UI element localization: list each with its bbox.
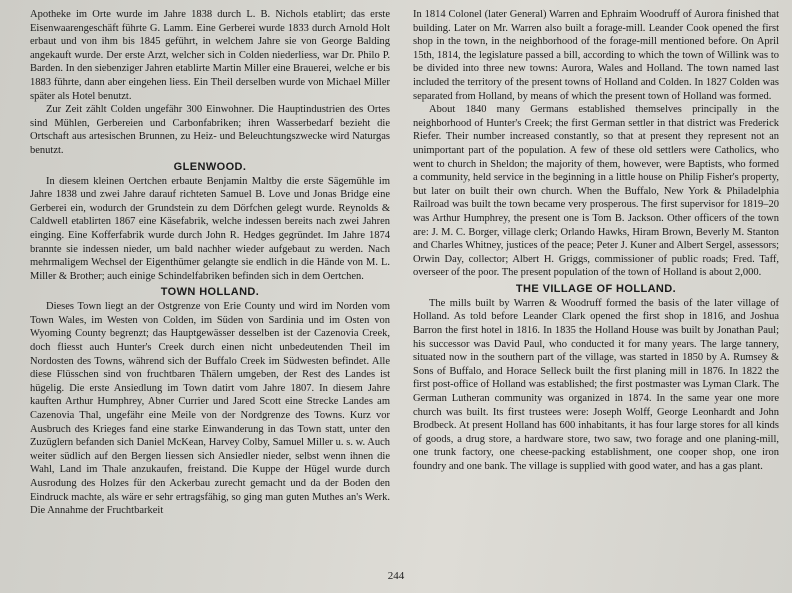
section-heading-town-holland: TOWN HOLLAND.: [160, 286, 260, 299]
section-heading-village-of-holland: THE VILLAGE OF HOLLAND.: [515, 282, 677, 295]
holland-history-paragraph-2: About 1840 many Germans established themselves principally in the neighborhood of Hunter's Creek; the first German settler in that district was Frederick Riefer. Their number increased constantly, so that at present they represent not an unimportant part of the population. A few of these old settlers were Catholics, who went to church in Sheldon; the majority of them, however, were Baptists, who formed a community, held service in the beginning in a little house on Philip Fisher's property, but later on built their own church. When the Buffalo, New York & Philadelphia Railroad was built the town became very prosperous. The first supervisor for 1819–20 was Arthur Humphrey, the present one is Tom B. Jackson. Other officers of the town are: J. M. C. Borger, village clerk; Orlando Hawks, Hiram Brown, Beverly M. Stanton and Charles Whitney, justices of the peace; Peter J. Kuner and Albert Sergel, assessors; Orwin Day, collector; Albert H. Griggs, commissioner of public roads; Fred. Taff, overseer of the poor. The present population of the town of Holland is about 2,000.: [413, 104, 779, 279]
town-holland-paragraph: Dieses Town liegt an der Ostgrenze von Erie County und wird im Norden vom Town Wales, im Westen von Colden, im Süden von Sardinia und im Osten von Wyoming County begrenzt; das Hauptgewässer desselben ist der Cazenovia Creek, doch fliesst auch Hunter's Creek durch einen nicht unbedeutenden Theil im Nordosten des Towns, während sich der Buffalo Creek im Südwesten befindet. Alle diese Flüsschen sind von fruchtbaren Thälern umgeben, der Rest des Landes ist hügelig. Die erste Ansiedlung im Town datirt vom Jahre 1807. In diesem Jahre kauften Arthur Humphrey, Abner Currier und Jared Scott eine Strecke Landes am Cazenovia Thal, ungefähr eine Meile von der Nordgrenze des Towns. Kurz vor Ausbruch des Krieges fand eine starke Einwanderung in das Town statt, unter den Zuzüglern befanden sich Daniel McKean, Harvey Colby, Samuel Miller u. s. w. Auch weiter südlich auf den Bergen liessen sich Ansiedler nieder, selbst wenn ihnen die Wahl, Land im Thale anzukaufen, freistand. Die Kuppe der Hügel wurde durch Ausrodung des Holzes für den Ackerbau zurecht gemacht und da der Boden den Eindruck machte, als wäre er sehr ertragsfähig, so ging man guten Muthes an's Werk. Die Annahme der Fruchtbarkeit: [30, 301, 390, 517]
glenwood-paragraph: In diesem kleinen Oertchen erbaute Benjamin Maltby die erste Sägemühle im Jahre 1838 und zwei Jahre darauf richteten Samuel B. Love und Jonas Bridge eine Gerberei ein, wodurch der Grundstein zu dem Dörfchen gelegt wurde. Reynolds & Caldwell etablirten 1867 eine Käsefabrik, welche indessen bereits nach zwei Jahren einging. Eine Kofferfabrik wurde durch John R. Hedges gegründet. Im Jahre 1874 brannte sie indessen nieder, um bald nachher wieder aufgebaut zu werden. Nach mehrmaligem Wechsel der Eigenthümer gelangte sie endlich in die Hände von M. L. Miller & Brother; auch einige Schindelfabriken befinden sich in dem Oertchen.: [30, 175, 390, 282]
section-heading-glenwood: GLENWOOD.: [173, 160, 247, 173]
holland-history-paragraph-1: In 1814 Colonel (later General) Warren and Ephraim Woodruff of Aurora finished that building. Later on Mr. Warren also built a forage-mill. Leander Cook opened the first shop in the town, in the neighborhood of the forage-mill mentioned before. On April 15th, 1814, the legislature passed a bill, according to which the town of Willink was to be divided into three new towns: Aurora, Wales and Holland. The town named last included the territory of the present towns of Holland and Colden. In 1827 Colden was separated from Holland, by means of which the present town of Holland was formed.: [413, 9, 779, 102]
page-number: 244: [387, 570, 405, 582]
colden-paragraph-1: Apotheke im Orte wurde im Jahre 1838 durch L. B. Nichols etablirt; das erste Eisenwaarengeschäft führte G. Lamm. Eine Gerberei wurde 1833 durch Arnold Holt erbaut und von ihm bis 1845 geführt, in welchem Jahre sie von George Balding angekauft wurde. Der erste Arzt, welcher sich in Colden niederliess, war Dr. Philo P. Barden. In den siebenziger Jahren etablirte Martin Miller eine Brauerei, welche er bis 1883 führte, dann aber eingehen liess. Ein Theil derselben wurde von Michael Miller später als Hotel benutzt.: [30, 9, 390, 102]
village-of-holland-paragraph: The mills built by Warren & Woodruff formed the basis of the later village of Holland. As told before Leander Clark opened the first shop in 1816, and Joshua Barron the first hotel in 1816. In 1835 the Holland House was built by Jonathan Paul; his successor was David Paul, who conducted it for many years. The large tannery, situated now in the southern part of the village, was started in 1850 by A. Rumsey & Sons of Buffalo, and Horace Selleck built the first planing mill in 1876. In 1822 the first post-office of Holland was established; the first postmaster was Lyman Clark. The German Lutheran community was organized in 1874. In the same year one more church was built. Its first trustees were: Joseph Wolff, George Leonhardt and John Brodbeck. At present Holland has 600 inhabitants, it has four large stores for all kinds of goods, a drug store, a hardware store, two saw, two forage and one planing-mill, one trunk factory, one cheese-packing establishment, one cooper shop, one iron foundry and one bank. The village is supplied with good water, and has a gas plant.: [413, 297, 779, 472]
left-column: [30, 8, 390, 518]
right-column: [413, 8, 779, 474]
colden-paragraph-2: Zur Zeit zählt Colden ungefähr 300 Einwohner. Die Hauptindustrien des Ortes sind Mühlen, Gerbereien und Carbonfabriken; ihren Wasserbedarf bezieht die Ortschaft aus artesischen Brunnen, zu Heiz- und Beleuchtungszwecke wird Naturgas benutzt.: [30, 104, 390, 156]
